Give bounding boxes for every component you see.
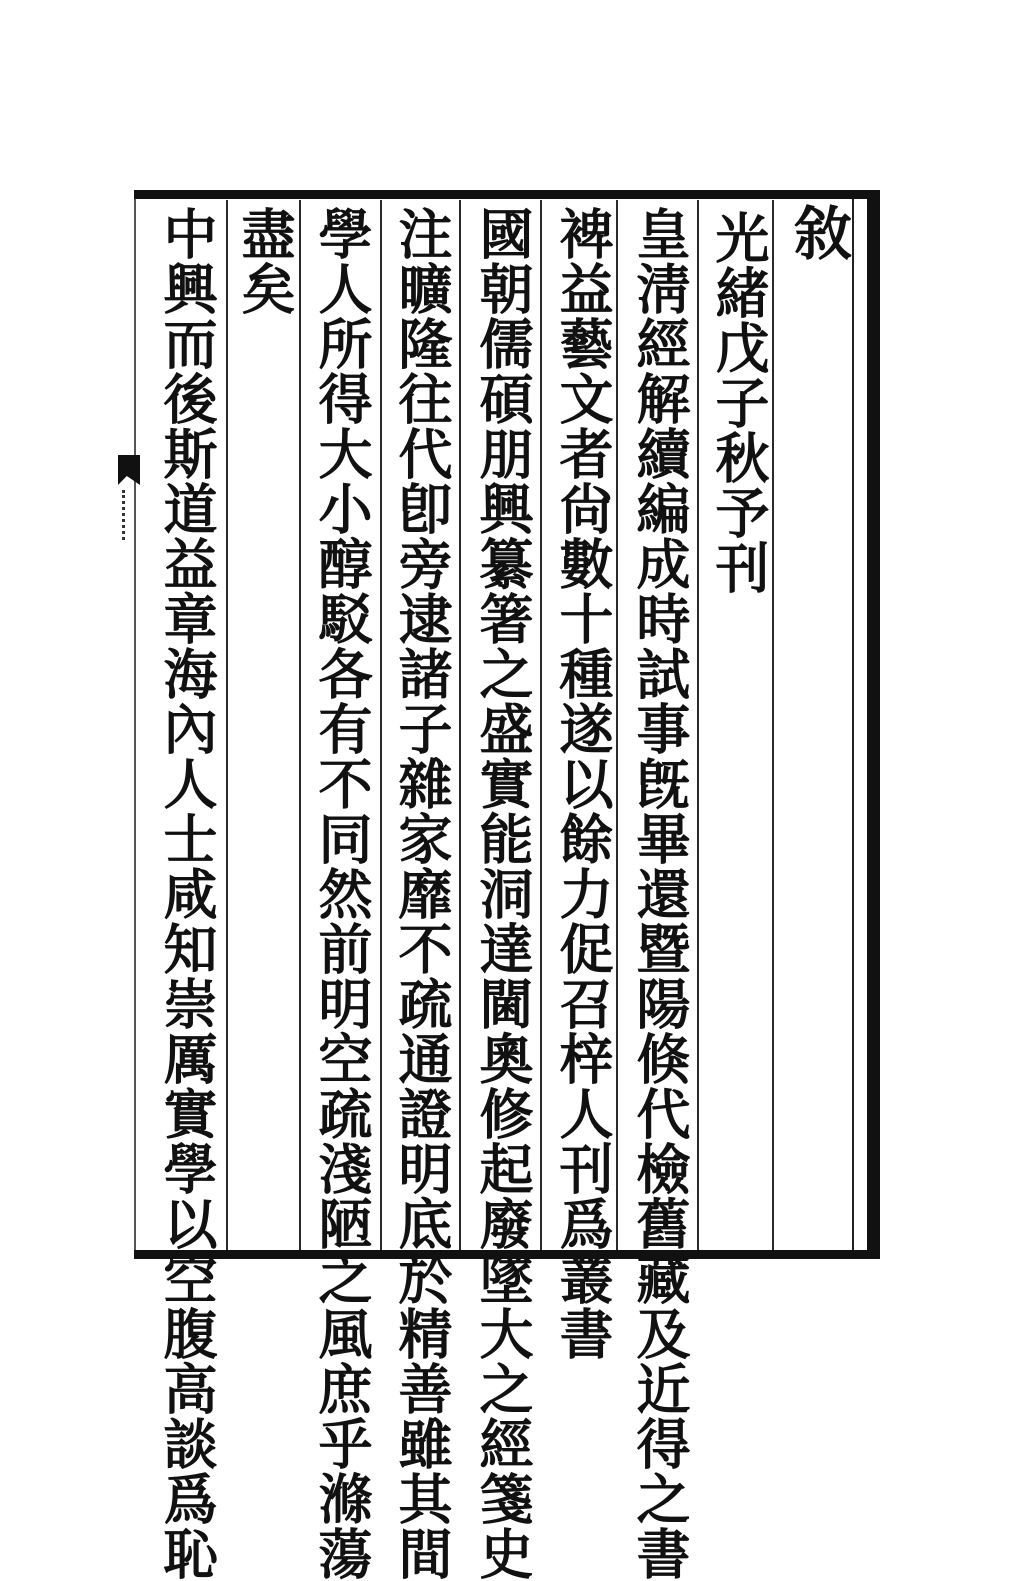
text-column-7: 盡矣 bbox=[233, 206, 297, 316]
column-rule bbox=[540, 200, 542, 1250]
text-column-1: 光緒戊子秋予刊 bbox=[707, 210, 771, 595]
column-rule bbox=[459, 200, 461, 1250]
frame-top-border bbox=[134, 190, 880, 199]
column-rule bbox=[380, 200, 382, 1250]
column-rule bbox=[299, 200, 301, 1250]
column-rule bbox=[697, 200, 699, 1250]
text-column-2: 皇淸經解續編成時試事旣畢還暨陽倏代檢舊藏及近得之書 bbox=[628, 206, 692, 1581]
column-rule bbox=[226, 200, 228, 1250]
frame-left-border bbox=[134, 199, 136, 1250]
frame-right-inner-border bbox=[852, 199, 854, 1250]
text-column-3: 裨益藝文者尙數十種遂以餘力促召梓人刊爲叢書 bbox=[551, 206, 615, 1361]
text-column-8: 中興而後斯道益章海內人士咸知崇厲實學以空腹高談爲恥 bbox=[155, 206, 219, 1581]
text-column-4: 國朝儒碩朋興纂箸之盛實能洞達閫奧修起廢墜大之經箋史 bbox=[471, 206, 535, 1581]
page-title: 敘 bbox=[784, 203, 852, 262]
fishtail-margin-mark bbox=[118, 455, 140, 485]
margin-dots bbox=[122, 490, 141, 540]
text-column-6: 學人所得大小醇駁各有不同然前明空疏淺陋之風庶乎滌蕩 bbox=[310, 206, 374, 1581]
text-column-5: 注曠隆往代卽旁逮諸子雜家靡不疏通證明底於精善雖其間 bbox=[390, 206, 454, 1581]
frame-right-border bbox=[867, 190, 880, 1259]
